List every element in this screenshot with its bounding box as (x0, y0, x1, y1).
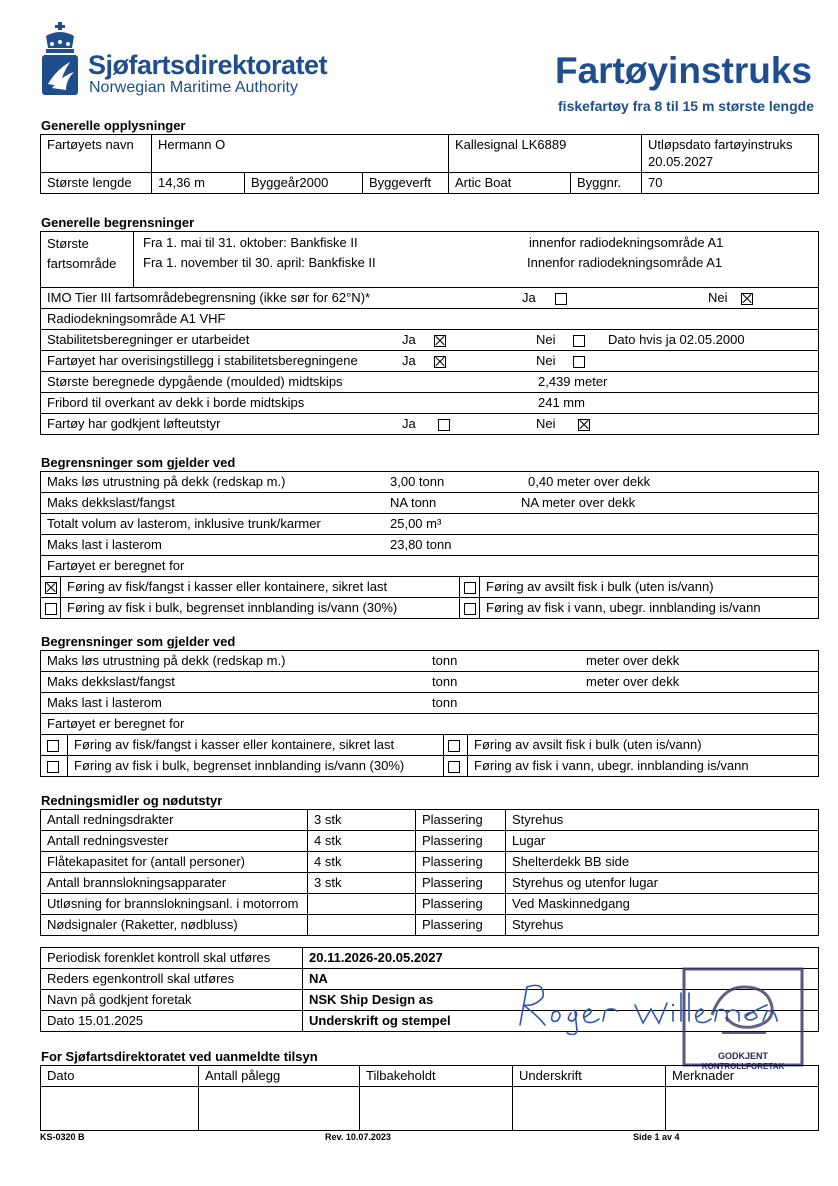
stamp-text-line2: KONTROLLFORETAK (701, 1062, 785, 1071)
rescue-item-qty: 3 stk (308, 873, 416, 894)
c1-maxload-value: 23,80 tonn (390, 537, 452, 552)
org-name-english: Norwegian Maritime Authority (89, 79, 298, 96)
lifting-no-checkbox[interactable] (578, 419, 590, 431)
c1-loose-tonn: 3,00 tonn (390, 474, 445, 489)
c2-opt1-checkbox[interactable] (47, 740, 59, 752)
page-number: Side 1 av 4 (633, 1132, 680, 1142)
c1-opt2-label: Føring av avsilt fisk i bulk (uten is/vann) (480, 577, 819, 598)
inspection-column-header: Merknader (666, 1066, 819, 1087)
rescue-row (41, 852, 819, 873)
section-title-general: Generelle opplysninger (41, 118, 186, 133)
area-summer-coverage: innenfor radiodekningsområde A1 (529, 235, 724, 250)
rescue-row (41, 894, 819, 915)
org-logo (40, 22, 340, 102)
icing-yes-checkbox[interactable] (434, 356, 446, 368)
vessel-name-value: Hermann O (152, 135, 449, 173)
owner-value: NA (303, 969, 819, 990)
icing-no-label: Nei (536, 353, 556, 368)
org-name-norwegian: Sjøfartsdirektoratet (88, 50, 328, 80)
imo-row (41, 288, 819, 309)
inspection-detained-field[interactable] (360, 1087, 513, 1131)
section-title-limits: Generelle begrensninger (41, 215, 195, 230)
rescue-item-place: Shelterdekk BB side (506, 852, 819, 873)
c1-opt1-label: Føring av fisk/fangst i kasser eller kontainere, sikret last (61, 577, 460, 598)
rescue-placement-label: Plassering (416, 852, 506, 873)
rescue-item-qty (308, 894, 416, 915)
c1-deck-label: Maks dekkslast/fangst (47, 495, 175, 510)
c2-maxload-tonn: tonn (432, 695, 458, 710)
freeboard-row (41, 393, 819, 414)
document-subtitle: fiskefartøy fra 8 til 15 m største lengde (558, 98, 814, 114)
rescue-placement-label: Plassering (416, 873, 506, 894)
c2-designed-for: Fartøyet er beregnet for (41, 714, 819, 735)
yard-label: Byggeverft (363, 173, 449, 194)
c1-deck-height: NA meter over dekk (521, 495, 636, 510)
c2-opt1-label: Føring av fisk/fangst i kasser eller kontainere, sikret last (68, 735, 444, 756)
date-label: Dato 15.01.2025 (41, 1011, 303, 1032)
rescue-equipment-table (40, 809, 819, 936)
lifting-no-label: Nei (536, 416, 556, 431)
lifting-row (41, 414, 819, 435)
c1-maxload-label: Maks last i lasterom (47, 537, 162, 552)
area-label-line1: Største (47, 236, 89, 251)
document-title: Fartøyinstruks (554, 50, 812, 91)
general-info-table (40, 134, 819, 194)
c2-opt3-label: Føring av fisk i bulk, begrenset innblanding is/vann (30%) (68, 756, 444, 777)
rescue-item-label: Antall redningsvester (41, 831, 308, 852)
expiry-value: 20.05.2027 (648, 154, 714, 169)
rescue-row (41, 915, 819, 936)
yard-value: Artic Boat (449, 173, 571, 194)
c1-loose-row (41, 472, 819, 493)
freeboard-label: Fribord til overkant av dekk i borde midtskips (47, 395, 305, 410)
imo-no-checkbox[interactable] (741, 293, 753, 305)
stability-yes-label: Ja (402, 332, 416, 347)
icing-label: Fartøyet har overisingstillegg i stabilitetsberegningene (47, 353, 358, 368)
inspection-column-header: Tilbakeholdt (360, 1066, 513, 1087)
rescue-item-label: Nødsignaler (Raketter, nødbluss) (41, 915, 308, 936)
rescue-placement-label: Plassering (416, 915, 506, 936)
callsign: Kallesignal LK6889 (449, 135, 642, 173)
rescue-row (41, 873, 819, 894)
c2-deck-row (41, 672, 819, 693)
c2-loose-height: meter over dekk (586, 653, 680, 668)
rescue-item-label: Flåtekapasitet for (antall personer) (41, 852, 308, 873)
inspection-table (40, 1065, 819, 1131)
c2-loose-label: Maks løs utrustning på dekk (redskap m.) (47, 653, 286, 668)
c1-maxload-row (41, 535, 819, 556)
c1-opt4-checkbox[interactable] (464, 603, 476, 615)
stability-label: Stabilitetsberegninger er utarbeidet (47, 332, 250, 347)
crown-emblem-icon (40, 22, 80, 98)
rescue-item-qty (308, 915, 416, 936)
rescue-placement-label: Plassering (416, 894, 506, 915)
draught-label: Største beregnede dypgående (moulded) midtskips (47, 374, 343, 389)
rescue-item-label: Antall redningsdrakter (41, 810, 308, 831)
stability-no-label: Nei (536, 332, 556, 347)
section-title-cargo-1: Begrensninger som gjelder ved (41, 455, 236, 470)
c2-loose-row (41, 651, 819, 672)
form-id: KS-0320 B (40, 1132, 85, 1142)
expiry-cell (642, 135, 819, 173)
rescue-item-qty: 4 stk (308, 831, 416, 852)
company-label: Navn på godkjent foretak (41, 990, 303, 1011)
stability-row (41, 330, 819, 351)
vessel-name-label: Fartøyets navn (41, 135, 152, 173)
inspection-date-field[interactable] (41, 1087, 199, 1131)
area-winter-period: Fra 1. november til 30. april: Bankfiske II (143, 255, 376, 270)
rescue-row (41, 831, 819, 852)
build-no-value: 70 (642, 173, 819, 194)
section-title-inspection: For Sjøfartsdirektoratet ved uanmeldte tilsyn (41, 1049, 318, 1064)
c2-maxload-row (41, 693, 819, 714)
inspection-column-header: Antall pålegg (199, 1066, 360, 1087)
freeboard-value: 241 mm (538, 395, 585, 410)
build-no-label: Byggnr. (571, 173, 642, 194)
c1-opt2-checkbox[interactable] (464, 582, 476, 594)
lifting-label: Fartøy har godkjent løfteutstyr (47, 416, 221, 431)
area-values-cell (134, 232, 819, 288)
area-winter-coverage: Innenfor radiodekningsområde A1 (527, 255, 723, 270)
length-label: Største lengde (41, 173, 152, 194)
revision: Rev. 10.07.2023 (325, 1132, 391, 1142)
c1-designed-for: Fartøyet er beregnet for (41, 556, 819, 577)
length-value: 14,36 m (152, 173, 245, 194)
c1-loose-height: 0,40 meter over dekk (528, 474, 651, 489)
rescue-item-place: Ved Maskinnedgang (506, 894, 819, 915)
c1-loose-label: Maks løs utrustning på dekk (redskap m.) (47, 474, 286, 489)
c1-opt3-label: Føring av fisk i bulk, begrenset innblanding is/vann (30%) (61, 598, 460, 619)
rescue-placement-label: Plassering (416, 810, 506, 831)
radio-area: Radiodekningsområde A1 VHF (41, 309, 819, 330)
signature-label: Underskrift og stempel (303, 1011, 819, 1032)
c2-opt2-checkbox[interactable] (448, 740, 460, 752)
c2-deck-tonn: tonn (432, 674, 458, 689)
lifting-yes-checkbox[interactable] (438, 419, 450, 431)
imo-yes-checkbox[interactable] (555, 293, 567, 305)
stamp-text-line1: GODKJENT (717, 1051, 768, 1061)
rescue-item-label: Antall brannslokningsapparater (41, 873, 308, 894)
draught-row (41, 372, 819, 393)
icing-row (41, 351, 819, 372)
c1-volume-label: Totalt volum av lasterom, inklusive trunk/karmer (47, 516, 321, 531)
rescue-item-label: Utløsning for brannslokningsanl. i motorrom (41, 894, 308, 915)
imo-no-label: Nei (708, 290, 728, 305)
c1-volume-row (41, 514, 819, 535)
c1-opt1-checkbox[interactable] (45, 582, 57, 594)
periodic-label: Periodisk forenklet kontroll skal utføres (41, 948, 303, 969)
c1-volume-value: 25,00 m³ (390, 516, 442, 531)
owner-label: Reders egenkontroll skal utføres (41, 969, 303, 990)
c2-deck-height: meter over dekk (586, 674, 680, 689)
company-value: NSK Ship Design as (303, 990, 819, 1011)
inspection-column-header: Underskrift (513, 1066, 666, 1087)
c2-opt4-label: Føring av fisk i vann, ubegr. innblanding is/vann (468, 756, 819, 777)
c2-deck-label: Maks dekkslast/fangst (47, 674, 175, 689)
section-title-rescue: Redningsmidler og nødutstyr (41, 793, 223, 808)
rescue-placement-label: Plassering (416, 831, 506, 852)
imo-yes-label: Ja (522, 290, 536, 305)
inspection-column-header: Dato (41, 1066, 199, 1087)
c2-opt3-checkbox[interactable] (47, 761, 59, 773)
rescue-item-qty: 3 stk (308, 810, 416, 831)
rescue-item-qty: 4 stk (308, 852, 416, 873)
c2-loose-tonn: tonn (432, 653, 458, 668)
inspection-signature-field[interactable] (513, 1087, 666, 1131)
cargo-limits-table-2 (40, 650, 819, 777)
expiry-label: Utløpsdato fartøyinstruks (648, 137, 793, 152)
cargo-limits-table-1 (40, 471, 819, 619)
general-limits-table (40, 231, 819, 435)
draught-value: 2,439 meter (538, 374, 608, 389)
rescue-row (41, 810, 819, 831)
area-label-cell (41, 232, 134, 288)
c2-opt4-checkbox[interactable] (448, 761, 460, 773)
section-title-cargo-2: Begrensninger som gjelder ved (41, 634, 236, 649)
company-stamp (682, 967, 804, 1071)
c2-maxload-label: Maks last i lasterom (47, 695, 162, 710)
c1-opt4-label: Føring av fisk i vann, ubegr. innblanding is/vann (480, 598, 819, 619)
rescue-item-place: Styrehus og utenfor lugar (506, 873, 819, 894)
c1-deck-tonn: NA tonn (390, 495, 437, 510)
icing-no-checkbox[interactable] (573, 356, 585, 368)
area-summer-period: Fra 1. mai til 31. oktober: Bankfiske II (143, 235, 358, 250)
lifting-yes-label: Ja (402, 416, 416, 431)
area-label-line2: fartsområde (47, 256, 117, 271)
c1-opt3-checkbox[interactable] (45, 603, 57, 615)
stability-date: Dato hvis ja 02.05.2000 (608, 332, 745, 347)
stability-no-checkbox[interactable] (573, 335, 585, 347)
rescue-item-place: Styrehus (506, 810, 819, 831)
periodic-value: 20.11.2026-20.05.2027 (303, 948, 819, 969)
rescue-item-place: Lugar (506, 831, 819, 852)
imo-label: IMO Tier III fartsområdebegrensning (ikke sør for 62°N)* (47, 290, 371, 305)
rescue-item-place: Styrehus (506, 915, 819, 936)
inspection-orders-field[interactable] (199, 1087, 360, 1131)
inspection-remarks-field[interactable] (666, 1087, 819, 1131)
built-year: Byggeår2000 (245, 173, 363, 194)
stability-yes-checkbox[interactable] (434, 335, 446, 347)
icing-yes-label: Ja (402, 353, 416, 368)
c2-opt2-label: Føring av avsilt fisk i bulk (uten is/vann) (468, 735, 819, 756)
c1-deck-row (41, 493, 819, 514)
